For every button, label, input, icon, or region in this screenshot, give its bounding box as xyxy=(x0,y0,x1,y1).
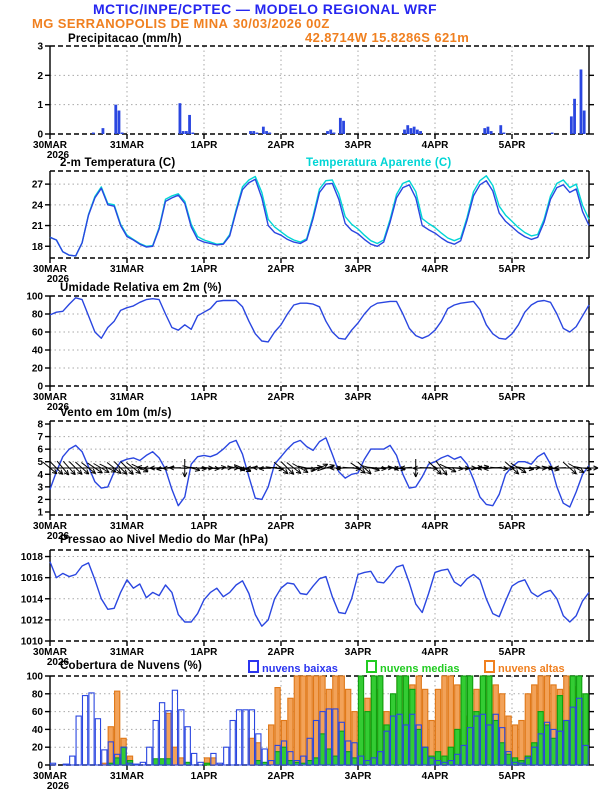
pressure-title: Pressao ao Nivel Medio do Mar (hPa) xyxy=(60,534,269,546)
svg-text:8: 8 xyxy=(37,419,43,431)
svg-text:100: 100 xyxy=(26,671,43,683)
clouds-axes xyxy=(26,672,594,792)
svg-text:2026: 2026 xyxy=(46,531,70,542)
svg-text:0: 0 xyxy=(37,129,43,141)
svg-text:2026: 2026 xyxy=(46,150,70,161)
clouds-gridlines xyxy=(50,676,589,765)
temperature-chart xyxy=(0,156,612,284)
svg-text:30MAR: 30MAR xyxy=(33,771,67,782)
svg-text:30MAR: 30MAR xyxy=(33,521,67,532)
wind-title: Vento em 10m (m/s) xyxy=(60,407,172,419)
wind-gridlines xyxy=(50,421,589,515)
apparent-temperature-title: Temperatura Aparente (C) xyxy=(306,157,452,169)
svg-text:3APR: 3APR xyxy=(344,392,372,403)
legend-nuvens-altas-label: nuvens altas xyxy=(498,663,565,675)
rh-gridlines xyxy=(50,296,589,386)
svg-text:5: 5 xyxy=(37,457,43,469)
svg-text:1010: 1010 xyxy=(20,636,43,648)
svg-text:40: 40 xyxy=(31,724,43,736)
svg-text:100: 100 xyxy=(26,291,43,303)
svg-text:27: 27 xyxy=(31,179,43,191)
model-title: MCTIC/INPE/CPTEC — MODELO REGIONAL WRF xyxy=(93,1,437,17)
svg-text:30MAR: 30MAR xyxy=(33,392,67,403)
legend-nuvens-medias-label: nuvens medias xyxy=(380,663,460,675)
svg-text:1APR: 1APR xyxy=(190,140,218,151)
svg-text:31MAR: 31MAR xyxy=(110,140,144,151)
precip-axes xyxy=(33,42,594,162)
precipitation-chart xyxy=(0,28,612,161)
svg-text:30MAR: 30MAR xyxy=(33,264,67,275)
svg-text:31MAR: 31MAR xyxy=(110,771,144,782)
svg-text:31MAR: 31MAR xyxy=(110,647,144,658)
svg-text:2APR: 2APR xyxy=(267,647,295,658)
svg-text:2APR: 2APR xyxy=(267,521,295,532)
svg-text:1014: 1014 xyxy=(20,594,43,606)
station-coords: 42.8714W 15.8286S 621m xyxy=(305,30,470,45)
svg-text:30MAR: 30MAR xyxy=(33,647,67,658)
svg-text:31MAR: 31MAR xyxy=(110,392,144,403)
temp-series-0 xyxy=(50,179,589,256)
slp-gridlines xyxy=(50,550,589,641)
temp-axes xyxy=(32,171,594,285)
svg-text:5APR: 5APR xyxy=(498,521,526,532)
svg-text:24: 24 xyxy=(31,200,43,212)
svg-text:1016: 1016 xyxy=(20,573,43,585)
svg-text:1APR: 1APR xyxy=(190,264,218,275)
high-clouds-legend-swatch-icon xyxy=(484,660,495,673)
low-clouds-legend-swatch-icon xyxy=(248,660,259,673)
precipitation-title: Precipitacao (mm/h) xyxy=(68,33,182,45)
svg-text:1018: 1018 xyxy=(20,552,43,564)
run-datetime: 30/03/2026 00Z xyxy=(233,16,330,31)
svg-text:5APR: 5APR xyxy=(498,647,526,658)
svg-text:2APR: 2APR xyxy=(267,771,295,782)
svg-text:20: 20 xyxy=(31,363,43,375)
legend-nuvens-altas xyxy=(484,660,565,675)
svg-text:2APR: 2APR xyxy=(267,264,295,275)
svg-text:4APR: 4APR xyxy=(421,771,449,782)
svg-text:2APR: 2APR xyxy=(267,392,295,403)
svg-text:80: 80 xyxy=(31,309,43,321)
precip-bars xyxy=(92,69,586,134)
svg-text:60: 60 xyxy=(31,707,43,719)
slp-axes xyxy=(21,550,594,668)
svg-text:1012: 1012 xyxy=(20,615,43,627)
svg-text:3APR: 3APR xyxy=(344,140,372,151)
svg-text:2APR: 2APR xyxy=(267,140,295,151)
svg-text:4APR: 4APR xyxy=(421,264,449,275)
svg-text:7: 7 xyxy=(37,432,43,444)
clouds-series-2 xyxy=(102,676,588,765)
svg-text:4APR: 4APR xyxy=(421,392,449,403)
svg-text:3: 3 xyxy=(37,482,43,494)
svg-text:2026: 2026 xyxy=(46,274,70,285)
svg-text:80: 80 xyxy=(31,689,43,701)
svg-text:2026: 2026 xyxy=(46,657,70,668)
svg-text:4: 4 xyxy=(37,469,43,481)
clouds-series-1 xyxy=(108,676,588,765)
wind-vectors xyxy=(43,459,598,477)
svg-text:3APR: 3APR xyxy=(344,264,372,275)
precip-gridlines xyxy=(50,46,589,134)
legend-nuvens-baixas-label: nuvens baixas xyxy=(262,663,338,675)
svg-text:0: 0 xyxy=(37,760,43,772)
svg-text:31MAR: 31MAR xyxy=(110,264,144,275)
svg-text:4APR: 4APR xyxy=(421,521,449,532)
svg-text:1APR: 1APR xyxy=(190,771,218,782)
svg-text:1APR: 1APR xyxy=(190,647,218,658)
svg-text:3: 3 xyxy=(37,41,43,53)
svg-text:1APR: 1APR xyxy=(190,521,218,532)
svg-text:3APR: 3APR xyxy=(344,647,372,658)
humidity-title: Umidade Relativa em 2m (%) xyxy=(60,282,222,294)
slp-series-0 xyxy=(50,562,589,626)
svg-text:3APR: 3APR xyxy=(344,771,372,782)
clouds-series-0 xyxy=(50,690,588,765)
cloud-cover-chart xyxy=(0,658,612,792)
svg-text:2: 2 xyxy=(37,70,43,82)
wind-series-0 xyxy=(50,438,589,507)
svg-text:3APR: 3APR xyxy=(344,521,372,532)
svg-text:20: 20 xyxy=(31,742,43,754)
svg-text:5APR: 5APR xyxy=(498,771,526,782)
legend-nuvens-medias xyxy=(366,660,459,675)
svg-text:1: 1 xyxy=(37,100,43,112)
svg-text:2026: 2026 xyxy=(46,402,70,413)
svg-text:0: 0 xyxy=(37,381,43,393)
station-name: MG SERRANOPOLIS DE MINA xyxy=(32,16,229,31)
svg-text:60: 60 xyxy=(31,327,43,339)
svg-text:4APR: 4APR xyxy=(421,140,449,151)
svg-text:31MAR: 31MAR xyxy=(110,521,144,532)
mid-clouds-legend-swatch-icon xyxy=(366,660,377,673)
svg-text:5APR: 5APR xyxy=(498,264,526,275)
svg-text:5APR: 5APR xyxy=(498,392,526,403)
svg-text:6: 6 xyxy=(37,444,43,456)
wind-axes xyxy=(33,420,594,542)
svg-text:2026: 2026 xyxy=(46,781,70,792)
svg-text:40: 40 xyxy=(31,345,43,357)
svg-text:1: 1 xyxy=(37,507,43,519)
svg-text:1APR: 1APR xyxy=(190,392,218,403)
legend-nuvens-baixas xyxy=(248,660,338,675)
svg-text:30MAR: 30MAR xyxy=(33,140,67,151)
svg-text:21: 21 xyxy=(31,221,43,233)
svg-text:2: 2 xyxy=(37,494,43,506)
temperature-title: 2-m Temperatura (C) xyxy=(60,157,176,169)
svg-text:4APR: 4APR xyxy=(421,647,449,658)
rh-axes xyxy=(26,292,594,414)
temp-gridlines xyxy=(50,171,589,258)
temp-series-1 xyxy=(50,176,589,256)
cloud-cover-title: Cobertura de Nuvens (%) xyxy=(60,660,202,672)
svg-text:18: 18 xyxy=(31,241,43,253)
svg-text:5APR: 5APR xyxy=(498,140,526,151)
rh-series-0 xyxy=(50,298,589,342)
